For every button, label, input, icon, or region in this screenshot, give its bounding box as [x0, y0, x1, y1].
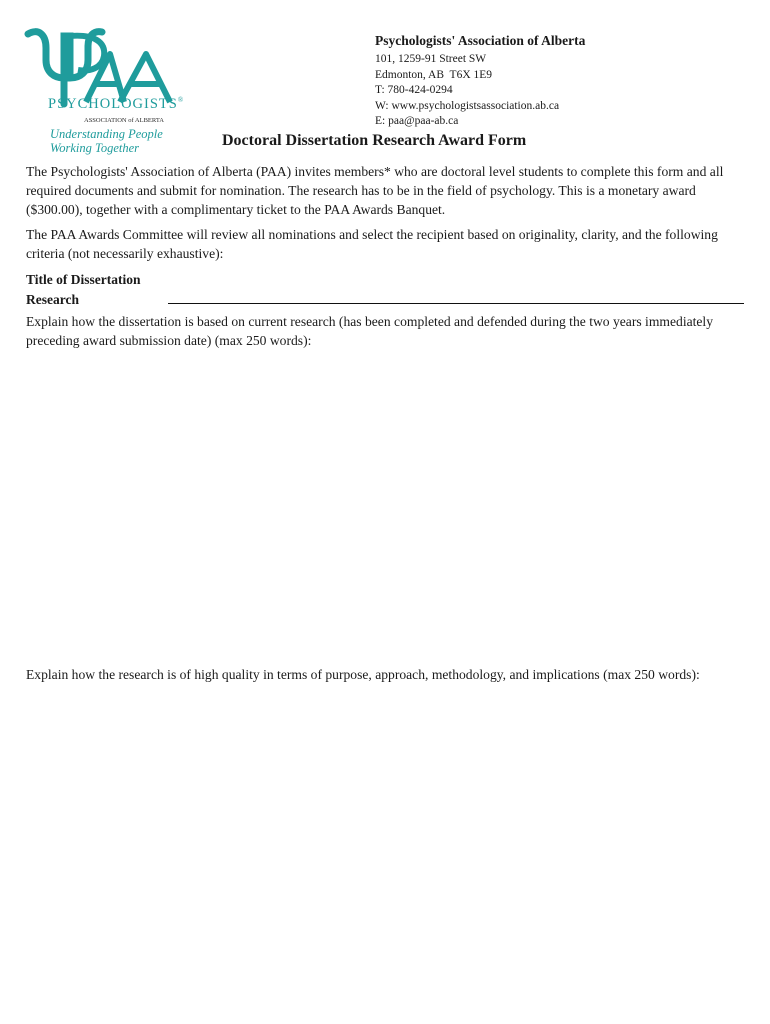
contact-block — [375, 52, 559, 130]
trademark-symbol: ® — [177, 96, 185, 104]
question-current-research: Explain how the dissertation is based on current research (has been completed and defended during the two years immediately preceding award submission date) (max 250 words): — [26, 314, 714, 348]
answer-current-research-field[interactable] — [26, 352, 744, 652]
phone-number: T: 780-424-0294 — [375, 84, 453, 96]
address-line-2: Edmonton, AB T6X 1E9 — [375, 68, 493, 81]
paa-logo — [24, 26, 184, 158]
question-research-quality: Explain how the research is of high quality in terms of purpose, approach, methodology, and implications (max 250 words): — [26, 667, 700, 682]
form-title: Doctoral Dissertation Research Award Form — [222, 132, 527, 149]
website[interactable]: W: www.psychologistsassociation.ab.ca — [375, 99, 560, 112]
address-line-1: 101, 1259-91 Street SW — [375, 53, 487, 65]
logo-wordmark — [48, 96, 184, 113]
dissertation-title-field[interactable] — [168, 303, 744, 304]
organization-name: Psychologists' Association of Alberta — [375, 33, 586, 48]
answer-research-quality-field[interactable] — [26, 706, 744, 1006]
email-address[interactable]: E: paa@paa-ab.ca — [375, 115, 459, 127]
intro-paragraph: The Psychologists' Association of Alberta (PAA) invites members* who are doctoral level students to complete this form and all required documents and submit for nomination. The research has to be in the field of psychology. This is a monetary award ($300.00), together with a complimentary ticket to the PAA Awards Banquet. — [26, 164, 724, 217]
logo-subtitle: ASSOCIATION of ALBERTA — [84, 117, 164, 124]
logo-wordmark-text: PSYCHOLOGISTS — [48, 96, 178, 112]
logo-tagline-1: Understanding People — [50, 127, 163, 141]
logo-tagline-2: Working Together — [50, 141, 140, 155]
dissertation-title-label — [26, 270, 141, 310]
dissertation-title-label-line-2: Research — [26, 292, 79, 307]
criteria-paragraph: The PAA Awards Committee will review all nominations and select the recipient based on originality, clarity, and the following criteria (not necessarily exhaustive): — [26, 227, 718, 261]
dissertation-title-label-line-1: Title of Dissertation — [26, 272, 141, 287]
